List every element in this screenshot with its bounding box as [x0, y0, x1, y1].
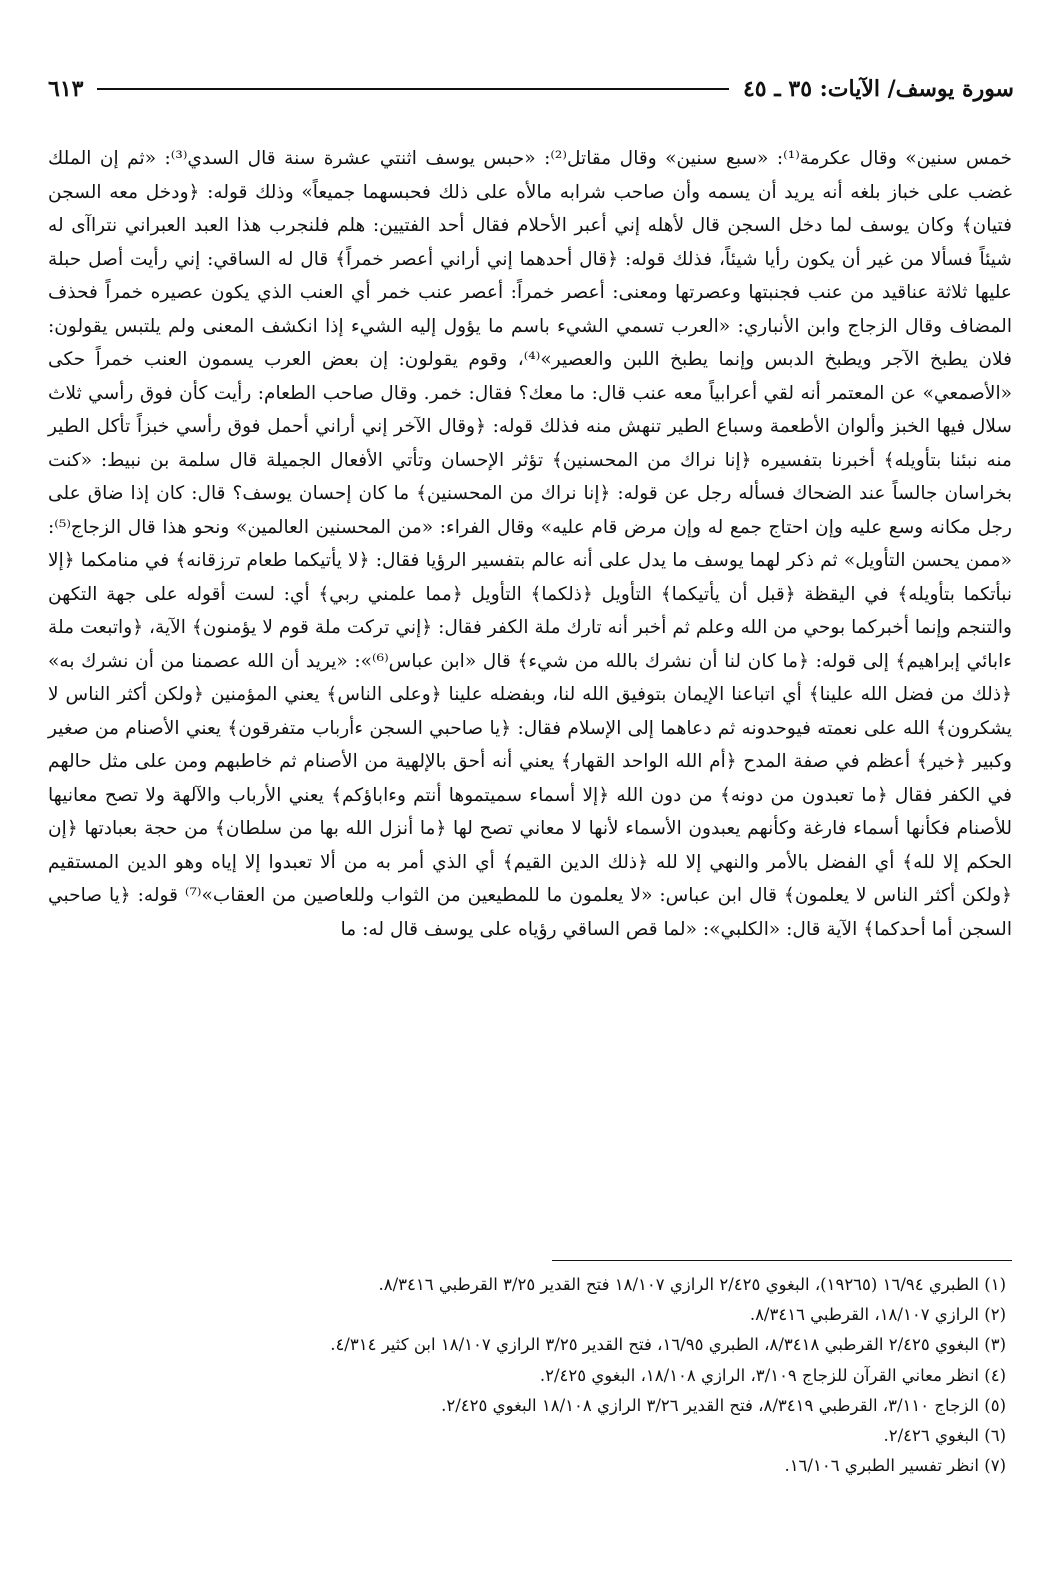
footnote-4: (٤) انظر معاني القرآن للزجاج ٣/١٠٩، الرازي ١٨/١٠٨، البغوي ٢/٤٢٥.: [539, 1365, 1006, 1385]
footnote-6: (٦) البغوي ٢/٤٢٦.: [883, 1426, 1006, 1446]
footnote-2: (٢) الرازي ١٨/١٠٧، القرطبي ٨/٣٤١٦.: [749, 1305, 1006, 1325]
footnote-1: (١) الطبري ١٦/٩٤ (١٩٢٦٥)، البغوي ٢/٤٢٥ الرازي ١٨/١٠٧ فتح القدير ٣/٢٥ القرطبي ٨/٣٤١٦.: [378, 1275, 1006, 1294]
footnote-5: (٥) الزجاج ٣/١١٠، القرطبي ٨/٣٤١٩، فتح القدير ٣/٢٦ الرازي ١٨/١٠٨ البغوي ٢/٤٢٥.: [441, 1395, 1006, 1415]
main-text: [48, 142, 1012, 946]
paragraph: خمس سنين» وقال عكرمة⁽¹⁾: «سبع سنين» وقال مقاتل⁽²⁾: «حبس يوسف اثنتي عشرة سنة قال السدي⁽³⁾: «ثم إن الملك غضب على خباز بلغه أنه يريد أن يسمه وأن صاحب شرابه مالأه على ذلك فحبسهما جميعاً» وذلك قوله: ﴿ودخل معه السجن فتيان﴾ وكان يوسف لما دخل السجن قال لأهله إني أعبر الأحلام فقال أحد الفتيين: هلم فلنجرب هذا العبد العبراني نتراآى له شيئاً فسألا من غير أن يكون رأيا شيئاً، فذلك قوله: ﴿قال أحدهما إني أراني أعصر خمراً﴾ قال له الساقي: إني رأيت أصل حبلة عليها ثلاثة عناقيد من عنب فجنبتها وعصرتها ومعنى: أعصر خمراً: أعصر عنب خمر أي العنب الذي يكون عصيره خمراً فحذف المضاف وقال الزجاج وابن الأنباري: «العرب تسمي الشيء باسم ما يؤول إليه الشيء إذا انكشف المعنى ولم يلتبس يقولون: فلان يطبخ الآجر ويطبخ الدبس وإنما يطبخ اللبن والعصير»⁽⁴⁾، وقوم يقولون: إن بعض العرب يسمون العنب خمراً حكى «الأصمعي» عن المعتمر أنه لقي أعرابياً معه عنب قال: ما معك؟ فقال: خمر. وقال صاحب الطعام: رأيت كأن فوق رأسي ثلاث سلال فيها الخبز وألوان الأطعمة وسباع الطير تنهش منه فذلك قوله: ﴿وقال الآخر إني أراني أحمل فوق رأسي خبزاً تأكل الطير منه نبئنا بتأويله﴾ أخبرنا بتفسيره ﴿إنا نراك من المحسنين﴾ تؤثر الإحسان وتأتي الأفعال الجميلة قال سلمة بن نبيط: «كنت بخراسان جالساً عند الضحاك فسأله رجل عن قوله: ﴿إنا نراك من المحسنين﴾ ما كان إحسان يوسف؟ قال: كان إذا ضاق على رجل مكانه وسع عليه وإن احتاج جمع له وإن مرض قام عليه» وقال الفراء: «من المحسنين العالمين» ونحو هذا قال الزجاج⁽⁵⁾: «ممن يحسن التأويل» ثم ذكر لهما يوسف ما يدل على أنه عالم بتفسير الرؤيا فقال: ﴿لا يأتيكما طعام ترزقانه﴾ في منامكما ﴿إلا نبأتكما بتأويله﴾ في اليقظة ﴿قبل أن يأتيكما﴾ التأويل ﴿ذلكما﴾ التأويل ﴿مما علمني ربي﴾ أي: لست أقوله على جهة التكهن والتنجم وإنما أخبركما بوحي من الله وعلم ثم أخبر أنه تارك ملة الكفر فقال: ﴿إني تركت ملة قوم لا يؤمنون﴾ الآية، ﴿واتبعت ملة ءابائي إبراهيم﴾ إلى قوله: ﴿ما كان لنا أن نشرك بالله من شيء﴾ قال «ابن عباس⁽⁶⁾»: «يريد أن الله عصمنا من أن نشرك به» ﴿ذلك من فضل الله علينا﴾ أي اتباعنا الإيمان بتوفيق الله لنا، وبفضله علينا ﴿وعلى الناس﴾ يعني المؤمنين ﴿ولكن أكثر الناس لا يشكرون﴾ الله على نعمته فيوحدونه ثم دعاهما إلى الإسلام فقال: ﴿يا صاحبي السجن ءأرباب متفرقون﴾ يعني الأصنام من صغير وكبير ﴿خير﴾ أعظم في صفة المدح ﴿أم الله الواحد القهار﴾ يعني أنه أحق بالإلهية من الأصنام ثم خاطبهم ومن على مثل حالهم في الكفر فقال ﴿ما تعبدون من دونه﴾ من دون الله ﴿إلا أسماء سميتموها أنتم وءاباؤكم﴾ يعني الأرباب والآلهة ولا تصح معانيها للأصنام فكأنها أسماء فارغة وكأنهم يعبدون الأسماء لأنها لا معاني تصح لها ﴿ما أنزل الله بها من سلطان﴾ من حجة بعبادتها ﴿إن الحكم إلا لله﴾ أي الفضل بالأمر والنهي إلا لله ﴿ذلك الدين القيم﴾ أي الذي أمر به من ألا تعبدوا إلا إياه وهو الدين المستقيم ﴿ولكن أكثر الناس لا يعلمون﴾ قال ابن عباس: «لا يعلمون ما للمطيعين من الثواب وللعاصين من العقاب»⁽⁷⁾ قوله: ﴿يا صاحبي السجن أما أحدكما﴾ الآية قال: «الكلبي»: «لما قص الساقي رؤياه على يوسف قال له: ما: [48, 148, 1012, 940]
footnote-7: (٧) انظر تفسير الطبري ١٦/١٠٦.: [784, 1456, 1006, 1476]
footnote-3: (٣) البغوي ٢/٤٢٥ القرطبي ٨/٣٤١٨، الطبري ١٦/٩٥، فتح القدير ٣/٢٥ الرازي ١٨/١٠٧ ابن كثير ٤/٣١٤.: [330, 1335, 1006, 1355]
header-rule: [97, 88, 729, 90]
footnote-divider: [552, 1260, 1012, 1261]
surah-heading: سورة يوسف/ الآيات: ٣٥ ـ ٤٥: [742, 76, 1014, 102]
page-number: ٦١٣: [48, 76, 84, 102]
running-header: [48, 72, 1014, 106]
footnotes: [60, 1270, 1006, 1481]
